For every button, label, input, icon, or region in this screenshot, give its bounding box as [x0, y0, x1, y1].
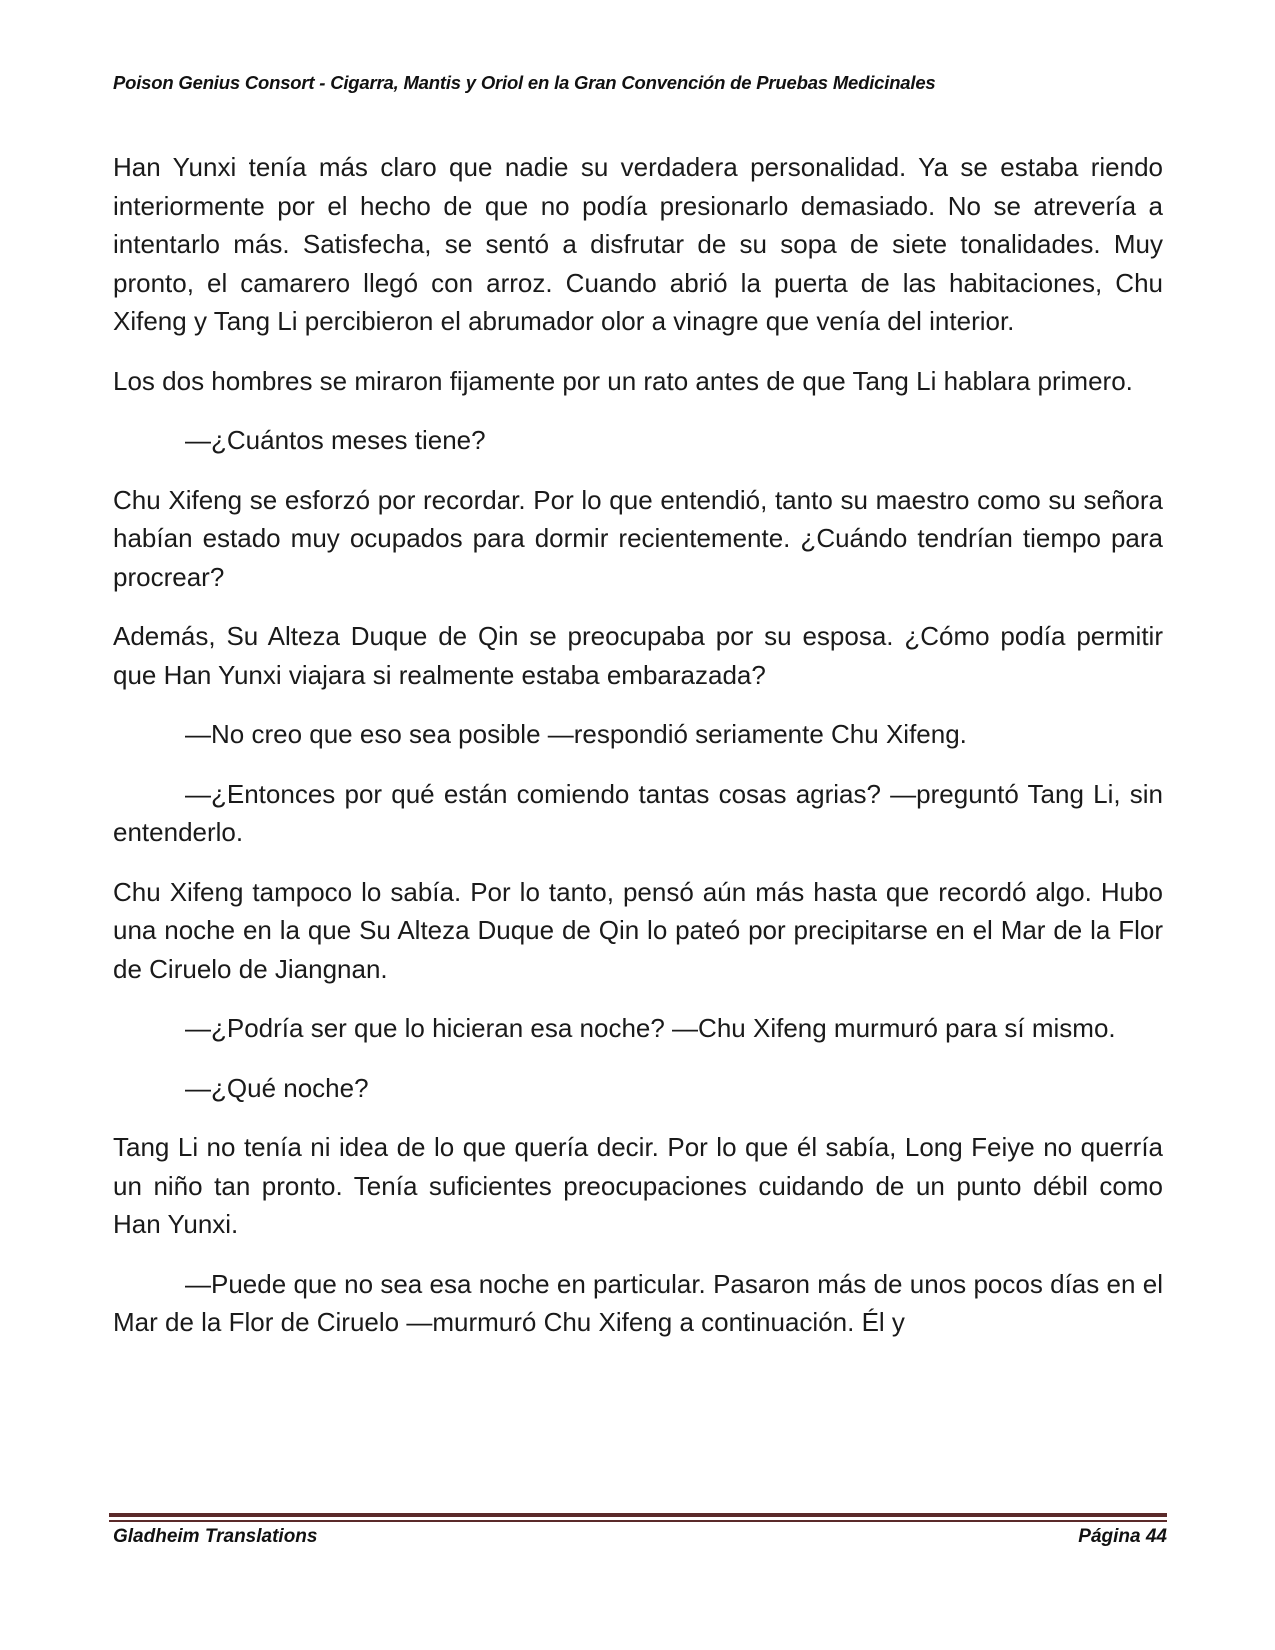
paragraph: Chu Xifeng se esforzó por recordar. Por lo que entendió, tanto su maestro como su señora habían estado muy ocupados para dormir recientemente. ¿Cuándo tendrían tiempo para procrear? — [113, 484, 1163, 592]
paragraph: Los dos hombres se miraron fijamente por un rato antes de que Tang Li hablara primero. — [113, 365, 1133, 396]
dialogue-paragraph: —¿Cuántos meses tiene? — [185, 425, 486, 455]
paragraph: Además, Su Alteza Duque de Qin se preocupaba por su esposa. ¿Cómo podía permitir que Han Yunxi viajara si realmente estaba embarazada? — [113, 621, 1163, 690]
dialogue-paragraph: —¿Qué noche? — [185, 1072, 369, 1103]
paragraph: Tang Li no tenía ni idea de lo que quería decir. Por lo que él sabía, Long Feiye no querría un niño tan pronto. Tenía suficientes preocupaciones cuidando de un punto débil como Han Yunxi. — [113, 1132, 1163, 1239]
dialogue-paragraph: —No creo que eso sea posible —respondió seriamente Chu Xifeng. — [185, 719, 967, 749]
page-header-title: Poison Genius Consort - Cigarra, Mantis y Oriol en la Gran Convención de Pruebas Medicinales — [113, 72, 936, 93]
paragraph: Han Yunxi tenía más claro que nadie su verdadera personalidad. Ya se estaba riendo interiormente por el hecho de que no podía presionarlo demasiado. No se atrevería a intentarlo más. Satisfecha, se sentó a disfrutar de su sopa de siete tonalidades. Muy pronto, el camarero llegó con arroz. Cuando abrió la puerta de las habitaciones, Chu Xifeng y Tang Li percibieron el abrumador olor a vinagre que venía del interior. — [113, 152, 1163, 336]
dialogue-paragraph: —¿Podría ser que lo hicieran esa noche? —Chu Xifeng murmuró para sí mismo. — [185, 1013, 1116, 1043]
footer-page-number: Página 44 — [1078, 1526, 1167, 1547]
dialogue-paragraph: —¿Entonces por qué están comiendo tantas cosas agrias? —preguntó Tang Li, sin entenderlo. — [113, 778, 1163, 847]
dialogue-paragraph: —Puede que no sea esa noche en particular. Pasaron más de unos pocos días en el Mar de la Flor de Ciruelo —murmuró Chu Xifeng a continuación. Él y — [113, 1268, 1163, 1337]
page-body — [113, 148, 1163, 1363]
footer-translator-name: Gladheim Translations — [113, 1526, 318, 1547]
footer-divider-thick — [109, 1513, 1167, 1517]
paragraph: Chu Xifeng tampoco lo sabía. Por lo tanto, pensó aún más hasta que recordó algo. Hubo una noche en la que Su Alteza Duque de Qin lo pateó por precipitarse en el Mar de la Flor de Ciruelo de Jiangnan. — [113, 876, 1163, 984]
footer-divider-thin — [109, 1520, 1167, 1522]
